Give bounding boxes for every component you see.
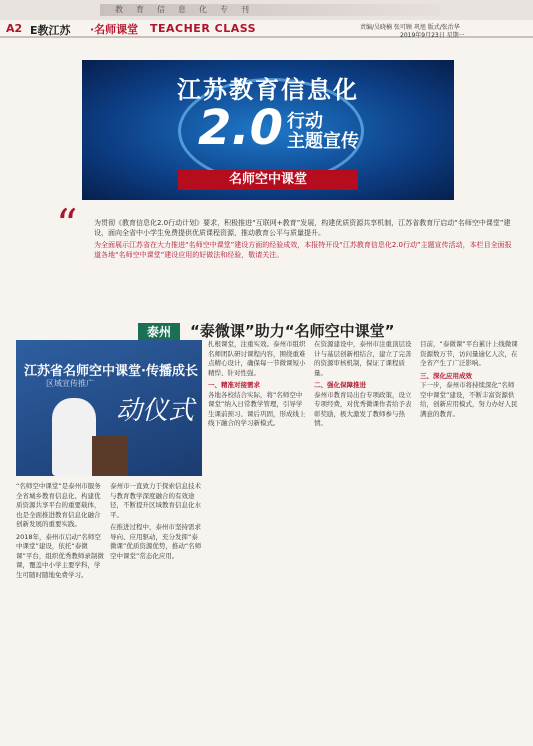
top-banner [0,0,533,20]
quote-mark-icon: “ [56,200,78,249]
event-photo [16,340,202,476]
issue-date: 2019年9月23日 星期一 [400,32,465,39]
banner-side-line2: 主题宣传 [287,131,359,152]
region-tag: 泰州 [138,323,180,341]
section-name-en: TEACHER CLASS [150,22,257,35]
banner-side-text [287,112,359,152]
hero-banner [82,60,454,200]
article-paragraph: 在推进过程中，泰州市坚持需求导向、应用驱动，充分发挥“泰微课”优质资源优势，推动“名师空中课堂”常态化应用。 [110,523,202,560]
special-issue-title: 教育信息化专刊 [115,5,262,14]
banner-side-line1: 行动 [287,111,323,132]
speaker-figure [52,398,96,476]
article-headline: “泰微课”助力“名师空中课堂” [190,322,395,340]
editor-credits: 责编/吴晓楠 张可顾 巩旭 版式/张治华 [360,24,460,31]
article-paragraph: 泰州市一直致力于探索信息技术与教育教学深度融合的有效途径，不断提升区域教育信息化水平。 [110,482,201,519]
article-paragraph: 目前，“泰微课”平台累计上线微课资源数万节，访问量逾亿人次，在全省产生了广泛影响。 [420,340,518,367]
article-paragraph: 各地各校结合实际，将“名师空中课堂”纳入日常教学管理，引导学生课前预习、课后巩固，形成线上线下融合的学习新模式。 [208,390,306,427]
article-paragraph: 在资源建设中，泰州市注重顶层设计与基层创新相结合，建立了完善的资源审核机制，保证了课程质量。 [314,340,412,377]
article-paragraph: 泰州市教育局出台专项政策，设立专项经费，对优秀微课作者给予表彰奖励，极大激发了教师参与热情。 [314,390,412,427]
article-subheading: 三、深化应用成效 [420,371,472,380]
intro-paragraphs [94,218,512,262]
intro-paragraph: 为贯彻《教育信息化2.0行动计划》要求，积极推进“互联网+教育”发展，构建优质资源共享机制，江苏省教育厅启动“名师空中课堂”建设，面向全省中小学生免费提供优质课程资源，推动教育公平与质量提升。 [94,219,511,237]
article-subheading: 一、精准对接需求 [208,381,260,389]
paper-name: E教江苏 [30,24,71,37]
banner-version: 2.0 [198,100,284,156]
article-column-2 [110,482,202,564]
page-header [0,20,533,38]
article-paragraph: 扎根课堂，注重实效。泰州市组织名师团队研讨课程内容，围绕重难点精心设计，确保每一节微课短小精悍、针对性强。 [208,340,306,377]
banner-subtitle: 名师空中课堂 [178,170,358,190]
article-paragraph: “名师空中课堂”是泰州市服务全省城乡教育信息化、构建优质资源共享平台的重要载体，也是全面推进教育信息化融合创新发展的重要实践。 [16,482,101,528]
article-subheading: 二、强化保障推进 [314,381,366,389]
article-paragraph: 2018年，泰州市启动“名师空中课堂”建设，依托“泰微课”平台，组织优秀教师录制微课，覆盖中小学主要学科，学生可随时随地免费学习。 [16,532,104,579]
photo-stage-text: 江苏省名师空中课堂·传播成长 [24,364,198,379]
article-paragraph: 下一步，泰州市将持续深化“名师空中课堂”建设，不断丰富资源供给，创新应用模式，努力办好人民满意的教育。 [420,381,518,418]
article-column-5 [420,340,520,422]
banner-title: 江苏教育信息化 [177,76,359,104]
article-column-3 [208,340,308,432]
podium [92,436,128,476]
photo-calligraphy: 动仪式 [116,396,195,426]
photo-stage-subtext: 区域宣传推广 [46,379,94,388]
intro-paragraph: 为全面展示江苏省在大力推进“名师空中课堂”建设方面的经验成效，本报特开设“江苏教育信息化2.0行动”主题宣传活动，本栏目全面报道各地“名师空中课堂”建设应用的好做法和经验，敬请关注。 [94,241,512,259]
section-name: ·名师课堂 [90,23,139,36]
article-column-4 [314,340,414,432]
page-code: A2 [6,22,23,35]
article-column-1 [16,482,104,583]
